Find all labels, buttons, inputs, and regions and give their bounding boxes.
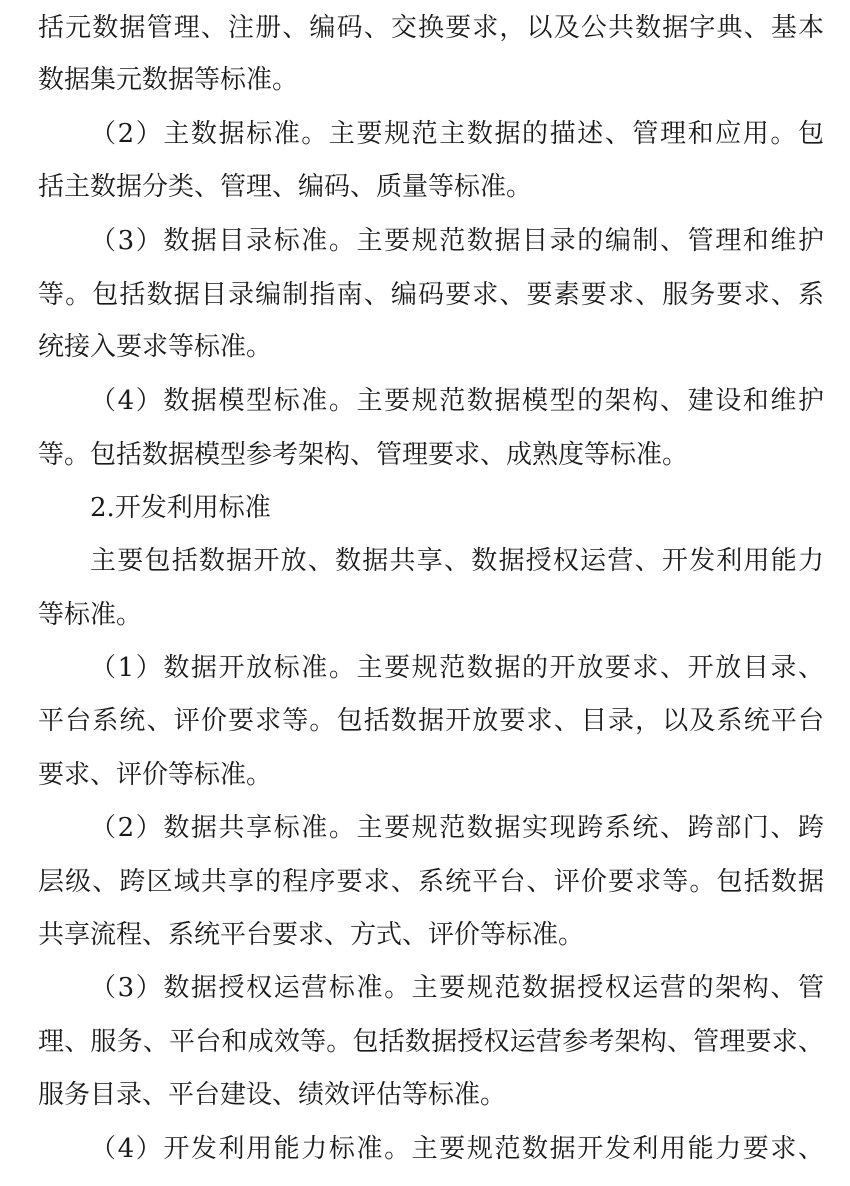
text-line: （3）数据授权运营标准。主要规范数据授权运营的架构、管 — [90, 973, 824, 1003]
text-line: 等。包括数据目录编制指南、编码要求、要素要求、服务要求、系 — [38, 280, 824, 310]
text-line: （4）数据模型标准。主要规范数据模型的架构、建设和维护 — [90, 386, 824, 416]
text-line: （4）开发利用能力标准。主要规范数据开发利用能力要求、 — [90, 1134, 824, 1164]
text-line: 数据集元数据等标准。 — [38, 65, 299, 95]
text-line: 层级、跨区域共享的程序要求、系统平台、评价要求等。包括数据 — [38, 867, 824, 897]
text-line: 等。包括数据模型参考架构、管理要求、成熟度等标准。 — [38, 440, 689, 470]
text-line: 服务目录、平台建设、绩效评估等标准。 — [38, 1080, 507, 1110]
text-line: 统接入要求等标准。 — [38, 332, 273, 362]
text-line: 等标准。 — [38, 600, 143, 630]
text-line: 要求、评价等标准。 — [38, 760, 273, 790]
text-line: 主要包括数据开放、数据共享、数据授权运营、开发利用能力 — [90, 546, 824, 576]
text-line: 平台系统、评价要求等。包括数据开放要求、目录，以及系统平台 — [38, 706, 824, 736]
text-line: （1）数据开放标准。主要规范数据的开放要求、开放目录、 — [90, 653, 824, 683]
text-line: （2）主数据标准。主要规范主数据的描述、管理和应用。包 — [90, 119, 824, 149]
text-line: （2）数据共享标准。主要规范数据实现跨系统、跨部门、跨 — [90, 813, 824, 843]
text-line: 括主数据分类、管理、编码、质量等标准。 — [38, 172, 533, 202]
text-line: 括元数据管理、注册、编码、交换要求，以及公共数据字典、基本 — [38, 13, 824, 43]
text-line: （3）数据目录标准。主要规范数据目录的编制、管理和维护 — [90, 226, 824, 256]
text-line: 理、服务、平台和成效等。包括数据授权运营参考架构、管理要求、 — [38, 1027, 824, 1057]
text-line: 共享流程、系统平台要求、方式、评价等标准。 — [38, 920, 585, 950]
section-heading: 2.开发利用标准 — [90, 493, 271, 523]
